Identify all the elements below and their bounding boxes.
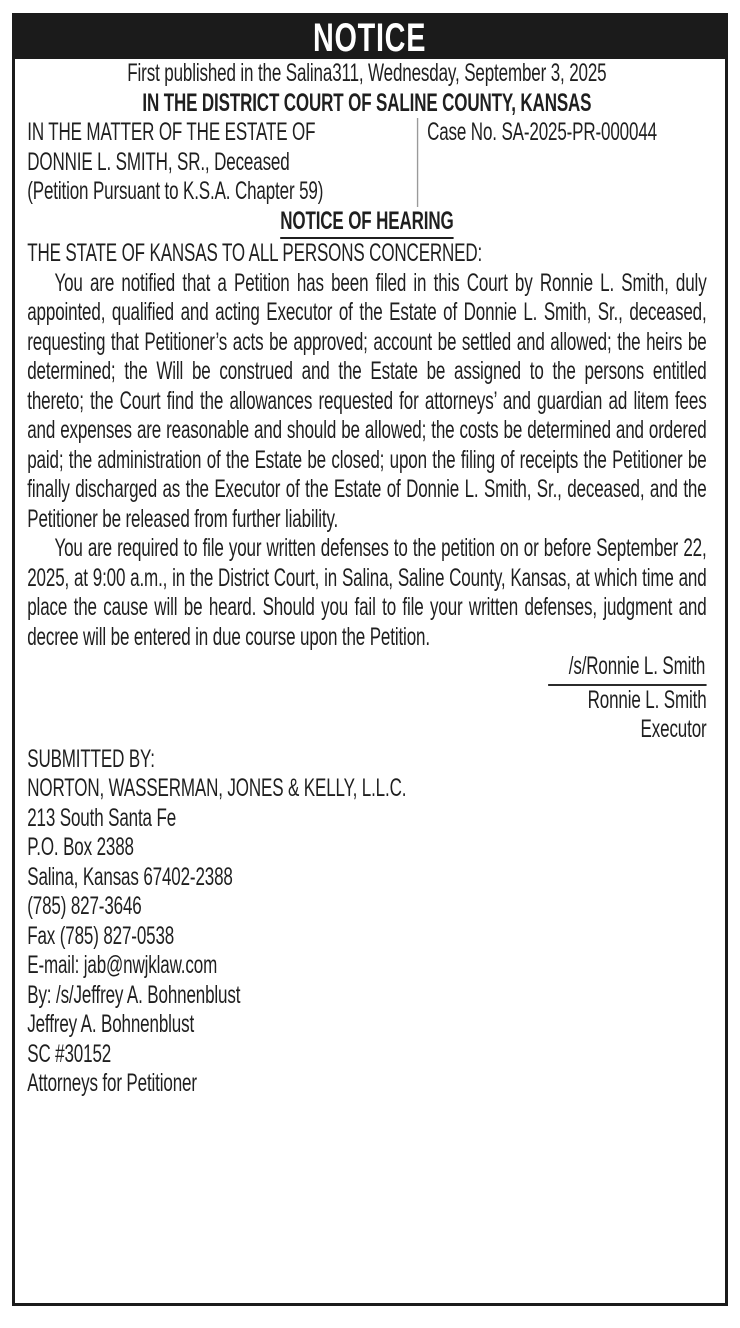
firm-name: NORTON, WASSERMAN, JONES & KELLY, L.L.C. (27, 774, 407, 802)
signer-name: Ronnie L. Smith (587, 685, 707, 714)
caption-section (27, 118, 706, 207)
hearing-heading-text: NOTICE OF HEARING (280, 207, 453, 240)
firm-city-state-zip: Salina, Kansas 67402-2388 (27, 862, 233, 891)
notice-banner-title: NOTICE (313, 15, 427, 60)
decedent-line: DONNIE L. SMITH, SR., Deceased (27, 147, 290, 176)
attorney-bar-number: SC #30152 (27, 1039, 112, 1068)
firm-block (27, 774, 706, 981)
submitted-by-label: SUBMITTED BY: (27, 744, 155, 773)
signature-line: /s/Ronnie L. Smith (548, 652, 706, 686)
case-number: Case No. SA-2025-PR-000044 (427, 118, 657, 146)
notice-banner (15, 16, 725, 59)
court-title: IN THE DISTRICT COURT OF SALINE COUNTY, KANSAS (142, 88, 592, 117)
caption-right-column (417, 118, 707, 207)
notice-body (15, 59, 719, 1099)
firm-po-box: P.O. Box 2388 (27, 833, 134, 861)
signature-block (27, 652, 706, 745)
petition-paragraph: You are notified that a Petition has been filed in this Court by Ronnie L. Smith, duly appointed, qualified and acting Executor of the Estate of Donnie L. Smith, Sr., deceased, requesting that Petitioner’s acts be approved; account be settled and allowed; the heirs be determined; the Will be construed and the Estate be assigned to the persons entitled thereto; the Court find the allowances requested for attorneys’ and guardian ad litem fees and expenses are reasonable and should be allowed; the costs be determined and ordered paid; the administration of the Estate be closed; upon the filing of receipts the Petitioner be finally discharged as the Executor of the Estate of Donnie L. Smith, Sr., deceased, and the Petitioner be released from further liability. (27, 268, 707, 533)
attorney-role: Attorneys for Petitioner (27, 1069, 197, 1097)
legal-notice-document (12, 13, 728, 1306)
defenses-paragraph: You are required to file your written defenses to the petition on or before September 22, 2025, at 9:00 a.m., in the District Court, in Salina, Saline County, Kansas, at which time and place the cause will be heard. Should you fail to file your written defenses, judgment and decree will be entered in due course upon the Petition. (27, 534, 707, 651)
firm-email: E-mail: jab@nwjklaw.com (27, 951, 218, 979)
attorney-by-line: By: /s/Jeffrey A. Bohnenblust (27, 980, 241, 1009)
attorney-name: Jeffrey A. Bohnenblust (27, 1010, 195, 1038)
firm-street: 213 South Santa Fe (27, 803, 177, 832)
signer-title: Executor (640, 715, 707, 743)
attorney-block (27, 981, 706, 1099)
caption-left-column (27, 118, 417, 207)
statute-line: (Petition Pursuant to K.S.A. Chapter 59) (27, 177, 324, 205)
published-line: First published in the Salina311, Wednesday, September 3, 2025 (127, 59, 607, 87)
salutation-line: THE STATE OF KANSAS TO ALL PERSONS CONCERNED: (27, 239, 483, 267)
firm-phone: (785) 827-3646 (27, 892, 142, 920)
firm-fax: Fax (785) 827-0538 (27, 921, 175, 950)
matter-line: IN THE MATTER OF THE ESTATE OF (27, 118, 316, 146)
hearing-heading (27, 207, 706, 240)
